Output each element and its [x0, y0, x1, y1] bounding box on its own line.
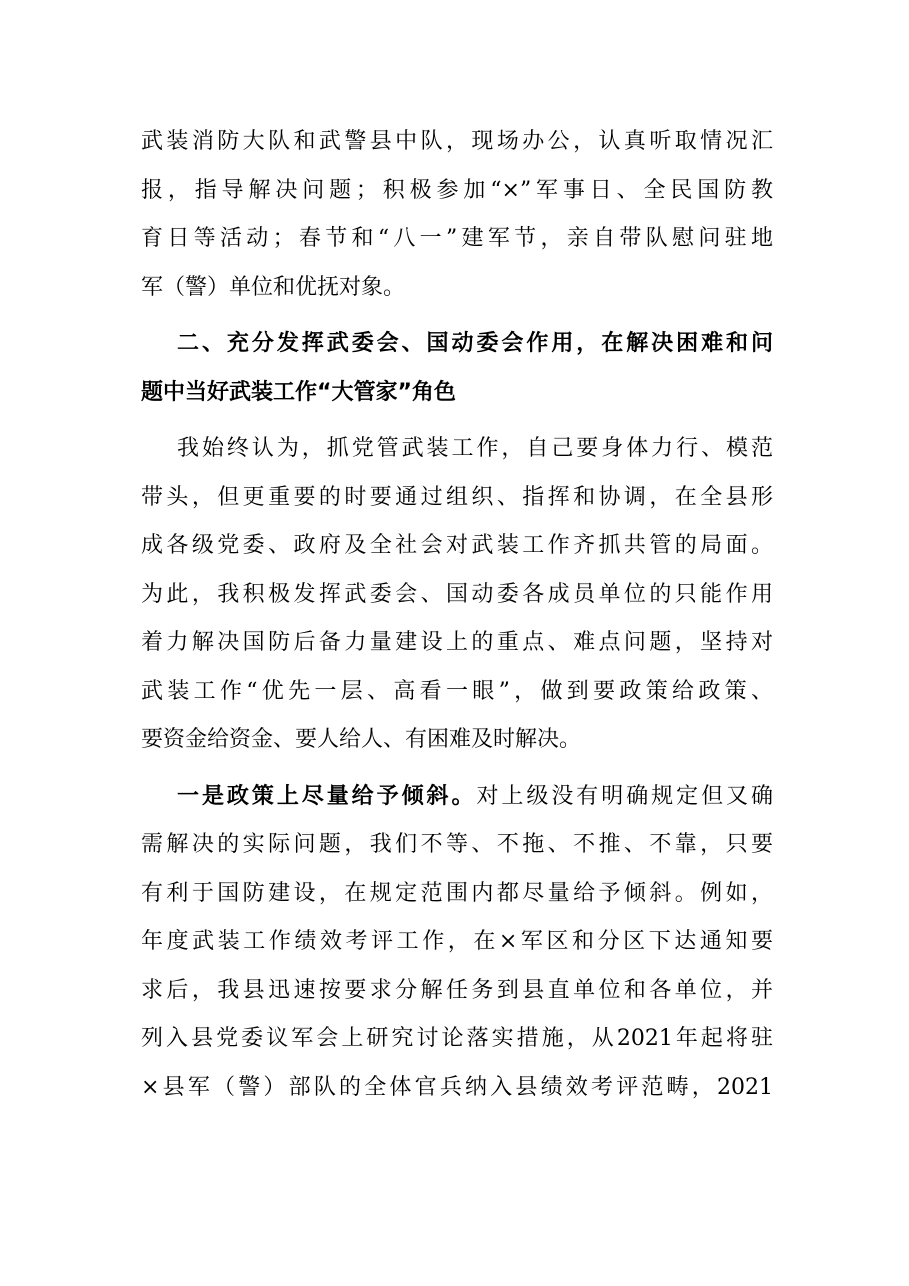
text-line: 报，指导解决问题；积极参加“×”军事日、全民国防教	[141, 177, 773, 203]
text-line: 有利于国防建设，在规定范围内都尽量给予倾斜。例如，	[141, 880, 773, 906]
text-line: 我始终认为，抓党管武装工作，自己要身体力行、模范	[177, 436, 773, 461]
text-line: 带头，但更重要的时要通过组织、指挥和协调，在全县形	[141, 484, 773, 510]
text-line: 年度武装工作绩效考评工作，在×军区和分区下达通知要	[141, 929, 773, 954]
paragraph-gap	[141, 312, 773, 320]
paragraph-body	[141, 425, 773, 765]
paragraph-gap	[141, 765, 773, 773]
section-heading	[141, 320, 773, 417]
paragraph-continuation	[141, 118, 773, 312]
heading-line: 二、充分发挥武委会、国动委会作用，在解决困难和问	[177, 331, 773, 356]
text-line: 为此，我积极发挥武委会、国动委各成员单位的只能作用	[141, 581, 773, 607]
text-line: 列入县党委议军会上研究讨论落实措施，从2021年起将驻	[141, 1026, 773, 1051]
text-line: 育日等活动；春节和“八一”建军节，亲自带队慰问驻地	[141, 226, 773, 251]
text-line: 军（警）单位和优抚对象。	[141, 274, 406, 300]
paragraph-policy	[141, 773, 773, 1113]
text-line: 武装工作“优先一层、高看一眼”，做到要政策给政策、	[141, 678, 773, 704]
text-line	[141, 773, 773, 822]
document-page	[141, 118, 773, 1112]
lead-phrase: 一是政策上尽量给予倾斜。	[177, 783, 477, 809]
lead-line-rest: 对上级没有明确规定但又确	[476, 783, 773, 809]
text-line: ×县军（警）部队的全体官兵纳入县绩效考评范畴，2021	[141, 1074, 773, 1100]
heading-line: 题中当好武装工作“大管家”角色	[141, 379, 456, 405]
text-line: 要资金给资金、要人给人、有困难及时解决。	[141, 727, 582, 752]
text-line: 求后，我县迅速按要求分解任务到县直单位和各单位，并	[141, 977, 773, 1003]
text-line: 武装消防大队和武警县中队，现场办公，认真听取情况汇	[141, 129, 773, 154]
text-line: 需解决的实际问题，我们不等、不拖、不推、不靠，只要	[141, 832, 773, 857]
paragraph-gap	[141, 417, 773, 425]
text-line: 着力解决国防后备力量建设上的重点、难点问题，坚持对	[141, 630, 773, 655]
text-line: 成各级党委、政府及全社会对武装工作齐抓共管的局面。	[141, 533, 773, 558]
